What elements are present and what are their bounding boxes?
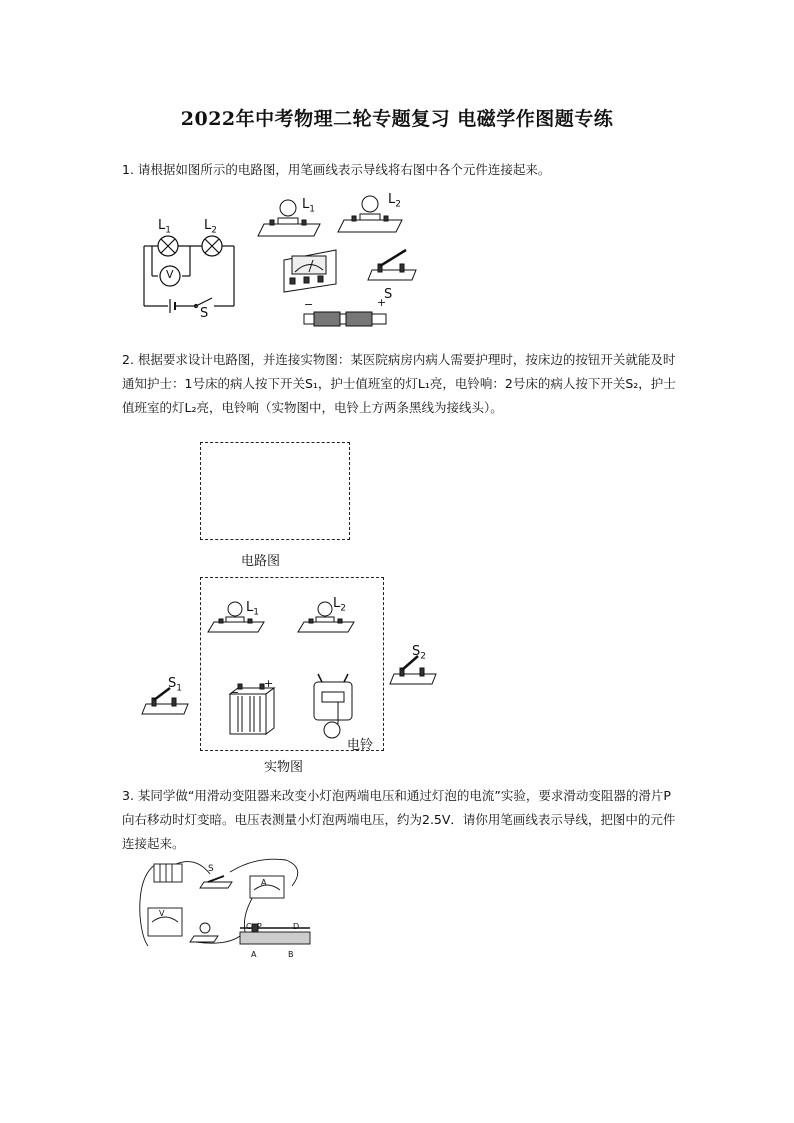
q2-label-L1: $L_1$ bbox=[246, 600, 259, 618]
q1-battery-pack bbox=[302, 304, 388, 328]
q2-battery-minus: − bbox=[230, 686, 240, 699]
q2-switch-S1 bbox=[140, 686, 190, 718]
q1-physical-label-S: S bbox=[384, 287, 393, 302]
q2-physical-caption: 实物图 bbox=[264, 760, 304, 775]
q3-label-A: A bbox=[251, 950, 257, 959]
q3-label-C: C bbox=[246, 922, 252, 931]
q1-diagram-label-V: V bbox=[166, 268, 174, 281]
q3-label-S: S bbox=[208, 864, 214, 874]
question-3 bbox=[122, 784, 678, 856]
q3-label-P: P bbox=[257, 922, 262, 931]
q2-circuit-caption: 电路图 bbox=[241, 554, 281, 569]
question-2 bbox=[122, 348, 678, 420]
q1-battery-minus: − bbox=[304, 298, 314, 311]
q2-label-S1: $S_1$ bbox=[168, 676, 182, 694]
question-1-text: 请根据如图所示的电路图，用笔画线表示导线将右图中各个元件连接起来。 bbox=[137, 162, 551, 177]
page-title: 2022年中考物理二轮专题复习 电磁学作图题专练 bbox=[180, 108, 614, 130]
q1-diagram-label-L2: $L_2$ bbox=[204, 218, 217, 236]
q1-circuit-diagram bbox=[138, 214, 248, 320]
q1-physical-label-L2: $L_2$ bbox=[388, 192, 401, 210]
q2-bell-label: 电铃 bbox=[347, 738, 374, 753]
question-1-number: 1. bbox=[122, 162, 134, 177]
q2-label-L2: $L_2$ bbox=[333, 596, 346, 614]
q1-diagram-label-L1: $L_1$ bbox=[158, 218, 171, 236]
q2-battery-plus: + bbox=[264, 677, 274, 690]
q1-physical-label-L1: $L_1$ bbox=[302, 197, 315, 215]
q3-label-D: D bbox=[293, 922, 300, 931]
q2-lamp-L2-board bbox=[296, 596, 356, 636]
question-2-number: 2. bbox=[122, 352, 134, 367]
q3-label-B: B bbox=[288, 950, 294, 959]
q1-diagram-label-S: S bbox=[200, 306, 209, 321]
q2-circuit-answer-box[interactable] bbox=[200, 442, 350, 540]
q1-switch bbox=[366, 246, 418, 284]
q1-voltmeter bbox=[280, 244, 340, 296]
question-3-text: 某同学做“用滑动变阻器来改变小灯泡两端电压和通过灯泡的电流”实验，要求滑动变阻器的滑片P向右移动时灯变暗。电压表测量小灯泡两端电压，约为2.5V．请你用笔画线表示导线，把图中的元件连接起来。 bbox=[122, 788, 676, 851]
q3-voltmeter-label: V bbox=[159, 909, 165, 918]
question-3-number: 3. bbox=[122, 788, 134, 803]
q2-electric-bell bbox=[308, 672, 358, 740]
q1-battery-plus: + bbox=[377, 296, 387, 309]
q2-label-S2: $S_2$ bbox=[412, 644, 426, 662]
question-2-text: 根据要求设计电路图，并连接实物图：某医院病房内病人需要护理时，按床边的按钮开关就能及时通知护士：1号床的病人按下开关S₁，护士值班室的灯L₁亮，电铃响：2号床的病人按下开关S₂，护士值班室的灯L₂亮，电铃响（实物图中，电铃上方两条黑线为接线头）。 bbox=[122, 352, 676, 415]
question-1 bbox=[122, 158, 678, 182]
q3-apparatus bbox=[136, 856, 316, 960]
q3-ammeter-label: A bbox=[261, 878, 267, 887]
